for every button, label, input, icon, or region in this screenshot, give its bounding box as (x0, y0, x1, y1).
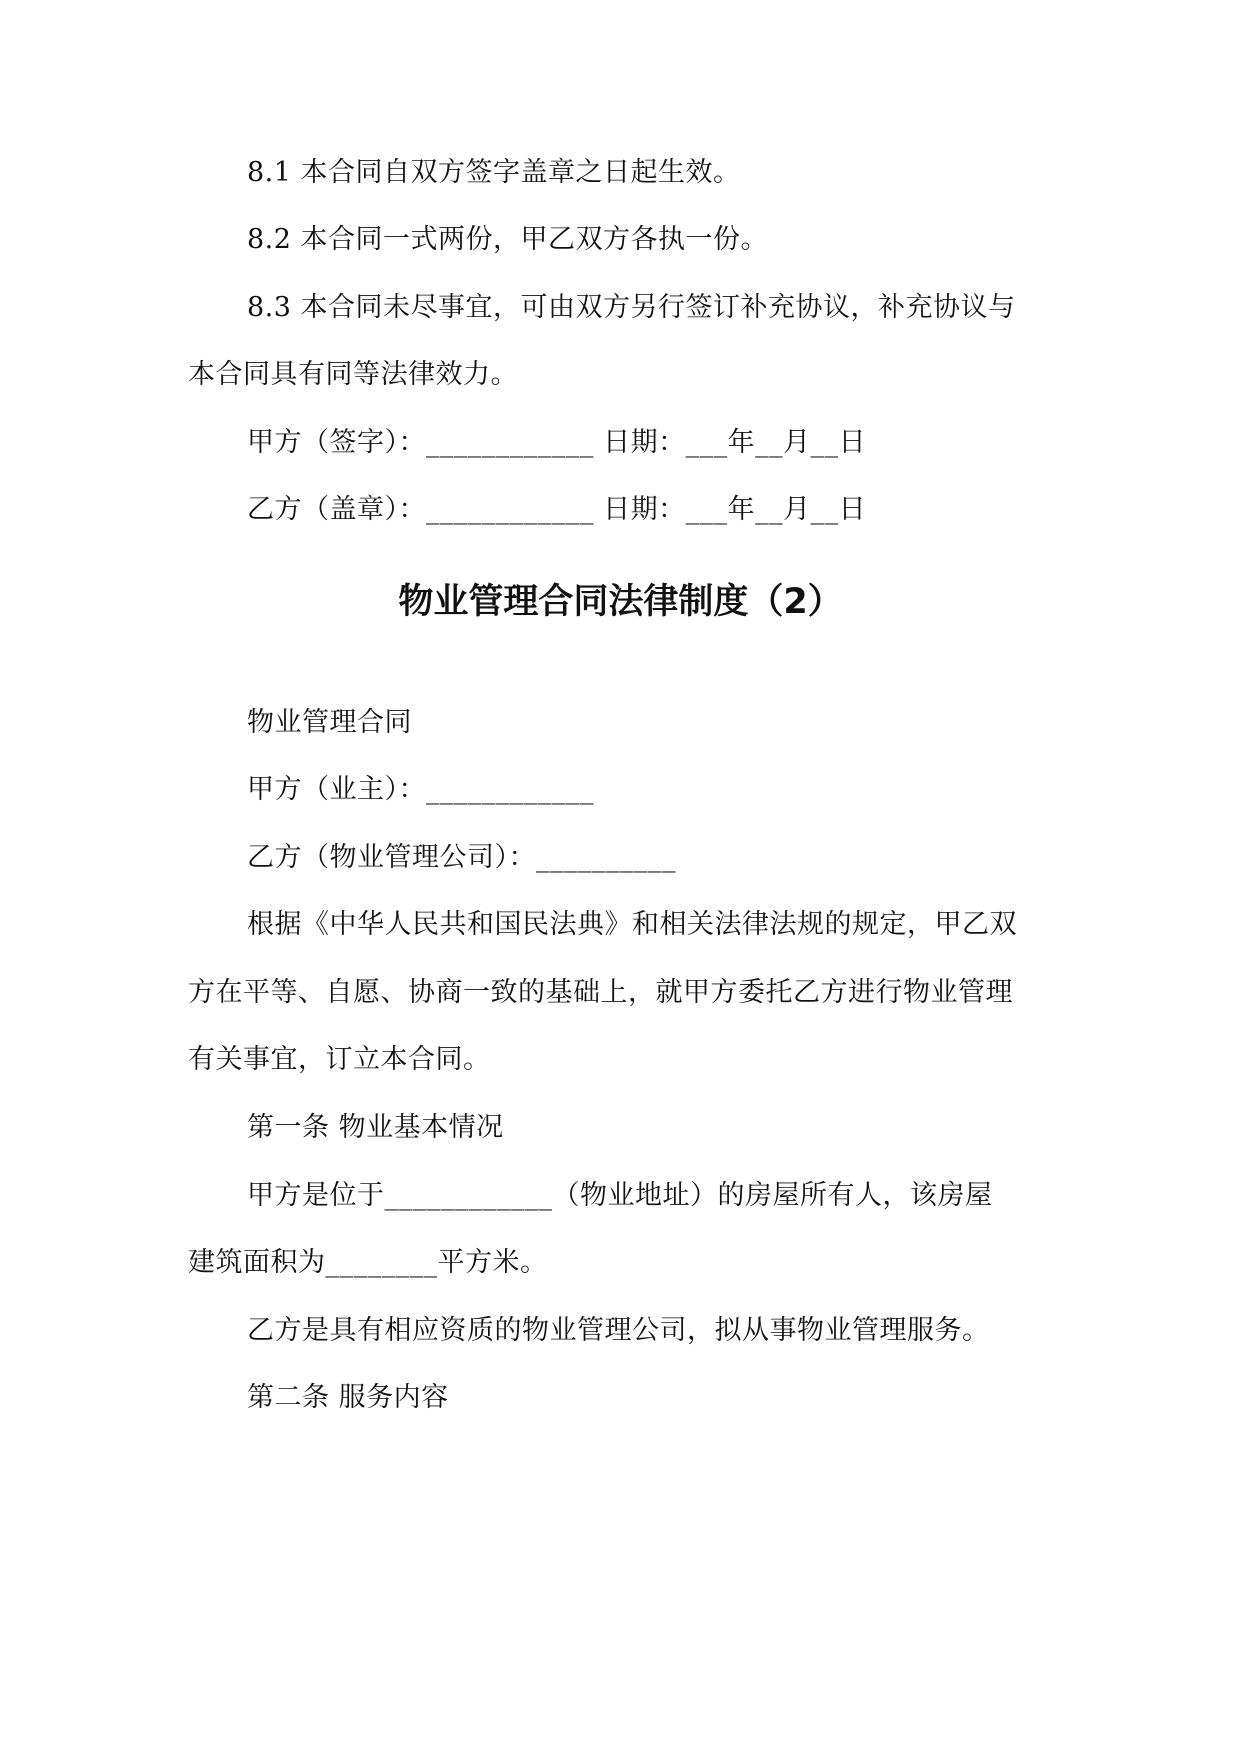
party-a-line: 甲方（业主）：____________ (247, 774, 594, 805)
preamble-line2: 方在平等、自愿、协商一致的基础上，就甲方委托乙方进行物业管理 (188, 977, 1013, 1008)
article1-p1-line1: 甲方是位于____________（物业地址）的房屋所有人，该房屋 (247, 1180, 993, 1211)
signature-party-a: 甲方（签字）：____________ 日期：___年__月__日 (247, 427, 867, 458)
clause-8-3-line1: 8.3 本合同未尽事宜，可由双方另行签订补充协议，补充协议与 (247, 292, 1016, 323)
contract-subtitle: 物业管理合同 (247, 707, 412, 738)
preamble-line3: 有关事宜，订立本合同。 (188, 1044, 491, 1075)
preamble-line1: 根据《中华人民共和国民法典》和相关法律法规的规定，甲乙双 (247, 909, 1017, 940)
party-b-line: 乙方（物业管理公司）：__________ (247, 842, 676, 873)
article1-p1-line2: 建筑面积为________平方米。 (188, 1247, 548, 1278)
article2-heading: 第二条 服务内容 (247, 1382, 449, 1413)
article1-heading: 第一条 物业基本情况 (247, 1112, 504, 1143)
clause-8-3-line2: 本合同具有同等法律效力。 (188, 359, 518, 390)
clause-8-1: 8.1 本合同自双方签字盖章之日起生效。 (247, 157, 741, 188)
document-title: 物业管理合同法律制度（2） (398, 582, 843, 622)
clause-8-2: 8.2 本合同一式两份，甲乙双方各执一份。 (247, 224, 769, 255)
article1-p2: 乙方是具有相应资质的物业管理公司，拟从事物业管理服务。 (247, 1315, 990, 1346)
signature-party-b: 乙方（盖章）：____________ 日期：___年__月__日 (247, 494, 867, 525)
